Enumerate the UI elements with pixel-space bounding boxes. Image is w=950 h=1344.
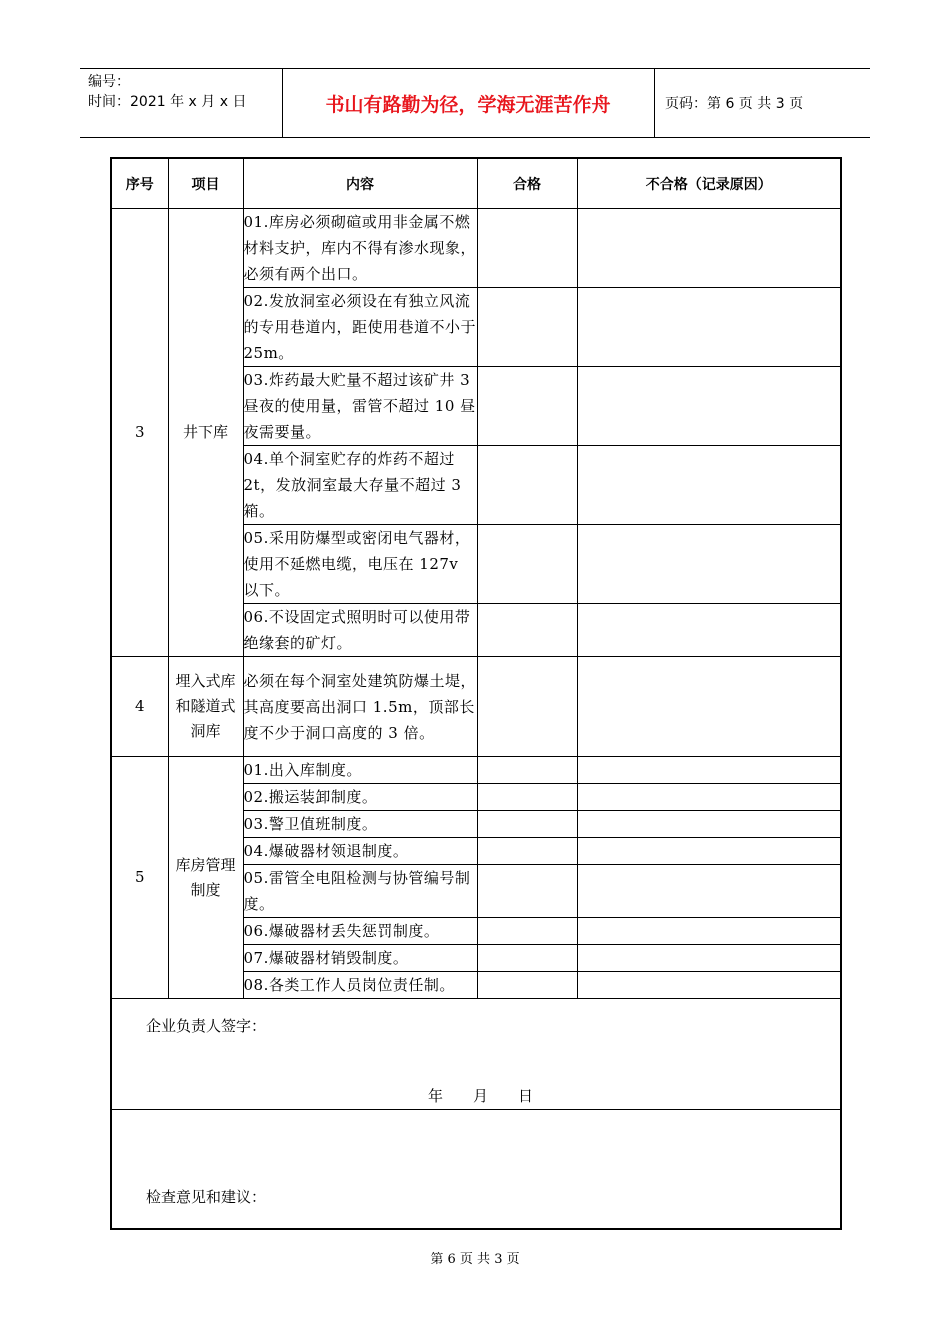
table-row — [111, 757, 841, 784]
fail-reason-cell[interactable] — [577, 657, 841, 757]
fail-reason-cell[interactable] — [577, 757, 841, 784]
section-item: 埋入式库和隧道式洞库 — [168, 657, 243, 757]
pass-cell[interactable] — [477, 918, 577, 945]
pass-cell[interactable] — [477, 657, 577, 757]
table-row — [111, 657, 841, 757]
fail-reason-cell[interactable] — [577, 918, 841, 945]
fail-reason-cell[interactable] — [577, 288, 841, 367]
opinion-field[interactable] — [111, 1110, 841, 1230]
section-item: 井下库 — [168, 209, 243, 657]
content-cell: 07.爆破器材销毁制度。 — [243, 945, 477, 972]
signature-row — [111, 999, 841, 1110]
table-header-row — [111, 158, 841, 209]
pass-cell[interactable] — [477, 525, 577, 604]
section-number: 4 — [111, 657, 168, 757]
doc-time-label: 时间：2021 年 x 月 x 日 — [88, 94, 247, 110]
fail-reason-cell[interactable] — [577, 972, 841, 999]
signature-label: 企业负责人签字： — [146, 1017, 267, 1035]
fail-reason-cell[interactable] — [577, 865, 841, 918]
pass-cell[interactable] — [477, 811, 577, 838]
opinion-row — [111, 1110, 841, 1230]
table-row — [111, 209, 841, 288]
content-cell: 06.不设固定式照明时可以使用带绝缘套的矿灯。 — [243, 604, 477, 657]
signature-date — [428, 1085, 563, 1106]
fail-reason-cell[interactable] — [577, 945, 841, 972]
inspection-table — [110, 157, 842, 1230]
col-header-content: 内容 — [243, 158, 477, 209]
pass-cell[interactable] — [477, 972, 577, 999]
pass-cell[interactable] — [477, 784, 577, 811]
col-header-pass: 合格 — [477, 158, 577, 209]
fail-reason-cell[interactable] — [577, 838, 841, 865]
content-cell: 04.单个洞室贮存的炸药不超过 2t，发放洞室最大存量不超过 3 箱。 — [243, 446, 477, 525]
col-header-fail-reason: 不合格（记录原因） — [577, 158, 841, 209]
pass-cell[interactable] — [477, 288, 577, 367]
fail-reason-cell[interactable] — [577, 446, 841, 525]
section-number: 3 — [111, 209, 168, 657]
pass-cell[interactable] — [477, 367, 577, 446]
date-day-label: 日 — [518, 1087, 534, 1105]
header-page-info: 页码：第 6 页 共 3 页 — [665, 96, 804, 112]
pass-cell[interactable] — [477, 209, 577, 288]
content-cell: 08.各类工作人员岗位责任制。 — [243, 972, 477, 999]
header-meta — [80, 69, 283, 137]
section-item: 库房管理制度 — [168, 757, 243, 999]
content-cell: 03.炸药最大贮量不超过该矿井 3 昼夜的使用量，雷管不超过 10 昼夜需要量。 — [243, 367, 477, 446]
content-cell: 05.采用防爆型或密闭电气器材，使用不延燃电缆，电压在 127v 以下。 — [243, 525, 477, 604]
content-cell: 02.搬运装卸制度。 — [243, 784, 477, 811]
col-header-number: 序号 — [111, 158, 168, 209]
pass-cell[interactable] — [477, 604, 577, 657]
pass-cell[interactable] — [477, 945, 577, 972]
fail-reason-cell[interactable] — [577, 811, 841, 838]
content-cell: 01.库房必须砌碹或用非金属不燃材料支护，库内不得有渗水现象，必须有两个出口。 — [243, 209, 477, 288]
opinion-label: 检查意见和建议： — [146, 1188, 267, 1206]
doc-number-label: 编号： — [88, 74, 130, 90]
content-cell: 必须在每个洞室处建筑防爆土堤，其高度要高出洞口 1.5m，顶部长度不少于洞口高度的 3 倍。 — [243, 657, 477, 757]
fail-reason-cell[interactable] — [577, 209, 841, 288]
content-cell: 02.发放洞室必须设在有独立风流的专用巷道内，距使用巷道不小于 25m。 — [243, 288, 477, 367]
fail-reason-cell[interactable] — [577, 784, 841, 811]
pass-cell[interactable] — [477, 865, 577, 918]
fail-reason-cell[interactable] — [577, 525, 841, 604]
content-cell: 01.出入库制度。 — [243, 757, 477, 784]
fail-reason-cell[interactable] — [577, 367, 841, 446]
section-number: 5 — [111, 757, 168, 999]
page-footer: 第 6 页 共 3 页 — [430, 1252, 520, 1267]
date-year-label: 年 — [428, 1087, 444, 1105]
header-motto: 书山有路勤为径，学海无涯苦作舟 — [282, 69, 655, 137]
pass-cell[interactable] — [477, 446, 577, 525]
pass-cell[interactable] — [477, 757, 577, 784]
content-cell: 03.警卫值班制度。 — [243, 811, 477, 838]
content-cell: 06.爆破器材丢失惩罚制度。 — [243, 918, 477, 945]
date-month-label: 月 — [473, 1087, 489, 1105]
signature-field[interactable] — [111, 999, 841, 1110]
fail-reason-cell[interactable] — [577, 604, 841, 657]
content-cell: 04.爆破器材领退制度。 — [243, 838, 477, 865]
content-cell: 05.雷管全电阻检测与协管编号制度。 — [243, 865, 477, 918]
pass-cell[interactable] — [477, 838, 577, 865]
col-header-item: 项目 — [168, 158, 243, 209]
page-header — [80, 68, 870, 138]
